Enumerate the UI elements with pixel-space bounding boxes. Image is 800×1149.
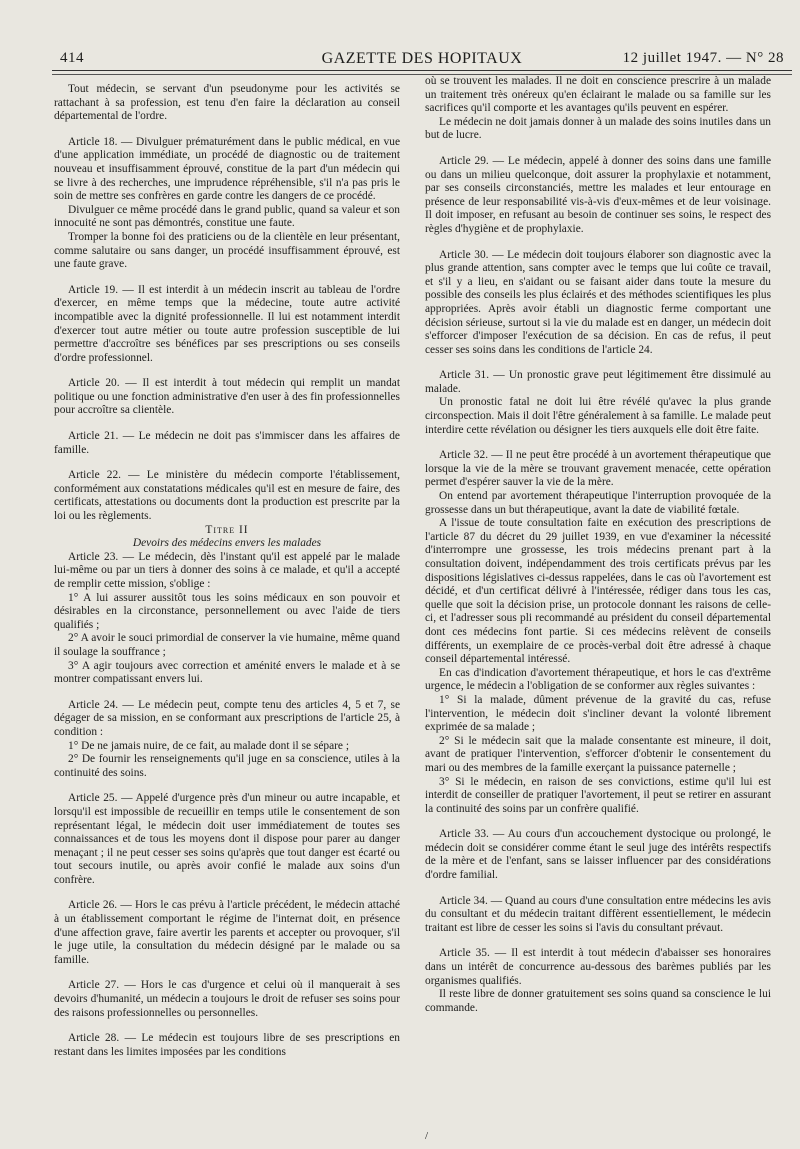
list-item: 2° Si le médecin sait que la malade consentante est mineure, il doit, avant de pratiquer l'intervention, s'efforcer d'obtenir le consentement du mari ou des membres de la famille exerçant la puissance paternelle ; xyxy=(425,734,771,774)
page-number: 414 xyxy=(60,50,84,66)
paragraph: En cas d'indication d'avortement thérapeutique, et hors le cas d'extrême urgence, le médecin a l'obligation de se conformer aux règles suivantes : xyxy=(425,666,771,693)
page-header xyxy=(52,50,792,72)
paragraph: Il reste libre de donner gratuitement ses soins quand sa conscience le lui commande. xyxy=(425,988,771,1014)
list-item: 1° De ne jamais nuire, de ce fait, au malade dont il se sépare ; xyxy=(68,739,349,752)
article-33: Article 33. — Au cours d'un accouchement dystocique ou prolongé, le médecin doit se considérer comme étant le seul juge des intérêts respectifs de la mère et de l'enfant, sans se laisser influencer par des considérations d'ordre familial. xyxy=(425,828,771,882)
article-34: Article 34. — Quand au cours d'une consultation entre médecins les avis du consultant et du médecin traitant diffèrent essentiellement, le médecin traitant est libre de cesser les soins si l'avis du consultant prévaut. xyxy=(425,894,771,934)
paragraph: A l'issue de toute consultation faite en exécution des prescriptions de l'article 87 du décret du 29 juillet 1939, en vue d'examiner la nécessité d'interrompre une grossesse, les trois médecins prenant part à la consultation doivent, indépendamment des trois certificats prévus par les dispositions législatives ci-dessus rappelées, dans le cas où l'avortement est décidé, et d'un certificat délivré à l'intéressée, rédiger dans tous les cas, quelle que soit la décision prise, un protocole donnant les raisons de celle-ci, et l'adresser sous pli recommandé au président du conseil départemental dont ces médecins font partie. Si ces médecins relèvent de conseils différents, un exemplaire de ce procès-verbal doit être adressé à chaque conseil départemental intéressé. xyxy=(425,517,771,666)
right-column xyxy=(425,75,771,1015)
article-31: Article 31. — Un pronostic grave peut légitimement être dissimulé au malade. xyxy=(425,369,771,395)
list-item: 2° A avoir le souci primordial de conserver la vie humaine, même quand il soulage la souffrance ; xyxy=(54,632,400,658)
article-30: Article 30. — Le médecin doit toujours élaborer son diagnostic avec la plus grande attention, sans compter avec le temps que lui coûte ce travail, et s'il y a lieu, en s'aidant ou se faisant aider dans toute la mesure du possible des conseils les plus éclairés et des méthodes scientifiques les plus appropriées. Après avoir établi un diagnostic ferme comportant une décision sérieuse, surtout si la vie du malade est en danger, un médecin doit s'efforcer d'imposer l'exécution de sa décision. En cas de refus, il peut cesser ses soins dans les conditions de l'article 24. xyxy=(425,248,771,356)
paragraph: Divulguer ce même procédé dans le grand public, quand sa valeur et son innocuité ne sont pas démontrés, constitue une faute. xyxy=(54,203,400,230)
paragraph: Le médecin ne doit jamais donner à un malade des soins inutiles dans un but de lucre. xyxy=(425,115,771,142)
article-18: Article 18. — Divulguer prématurément dans le public médical, en vue d'une application immédiate, un procédé de diagnostic ou de traitement nouveau et insuffisamment éprouvé, constitue de la part d'un médecin qui se livre à des recherches, une imprudence répréhensible, s'il n'a pas pris le soin de mettre ses confrères en garde contre les dangers de ce procédé. xyxy=(54,135,400,203)
paragraph: Un pronostic fatal ne doit lui être révélé qu'avec la plus grande circonspection. Mais il doit l'être généralement à sa famille. Le malade peut interdire cette révélation ou désigner les tiers auxquels elle doit être faite. xyxy=(425,396,771,436)
paragraph: où se trouvent les malades. Il ne doit en conscience prescrire à un malade un traitement très onéreux qu'en éclairant le malade ou sa famille sur les sacrifices qu'il comporte et les avantages qu'ils peuvent en espérer. xyxy=(425,75,771,115)
article-32: Article 32. — Il ne peut être procédé à un avortement thérapeutique que lorsque la vie de la mère se trouvant gravement menacée, cette opération permet d'espérer sauver la vie de la mère. xyxy=(425,449,771,489)
header-rule xyxy=(52,70,792,71)
issue-date: 12 juillet 1947. — N° 28 xyxy=(622,50,784,66)
article-29: Article 29. — Le médecin, appelé à donner des soins dans une famille ou dans un milieu quelconque, doit assurer la prophylaxie et notamment, par ses conseils circonstanciés, mettre les malades et leur entourage en présence de leur responsabilité vis-à-vis d'eux-mêmes et de leur voisinage. Il doit imposer, en refusant au besoin de continuer ses soins, le respect des règles d'hygiène et de prophylaxie. xyxy=(425,154,771,235)
section-subtitle: Devoirs des médecins envers les malades xyxy=(132,537,322,550)
article-27: Article 27. — Hors le cas d'urgence et celui où il manquerait à ses devoirs d'humanité, un médecin a toujours le droit de refuser ses soins pour des raisons professionnelles ou personnelles. xyxy=(54,979,400,1019)
bottom-mark: / xyxy=(425,1130,429,1142)
paragraph: Tromper la bonne foi des praticiens ou de la clientèle en leur présentant, comme salutaire ou sans danger, un procédé insuffisamment éprouvé, est une faute grave. xyxy=(54,230,400,271)
article-28: Article 28. — Le médecin est toujours libre de ses prescriptions en restant dans les limites imposées par les conditions xyxy=(54,1032,400,1058)
list-item: 2° De fournir les renseignements qu'il juge en sa conscience, utiles à la continuité des soins. xyxy=(54,753,400,779)
list-item: 1° A lui assurer aussitôt tous les soins médicaux en son pouvoir et désirables en la circonstance, personnellement ou avec l'aide de tiers qualifiés ; xyxy=(54,591,400,631)
left-column xyxy=(54,75,400,1059)
article-24: Article 24. — Le médecin peut, compte tenu des articles 4, 5 et 7, se dégager de sa mission, en se conformant aux prescriptions de l'article 25, à condition : xyxy=(54,698,400,738)
article-19: Article 19. — Il est interdit à un médecin inscrit au tableau de l'ordre d'exercer, en même temps que la médecine, toute autre activité incompatible avec la dignité professionnelle. Il lui est notamment interdit d'exercer tout autre métier ou toute autre profession susceptible de lui permettre d'accroître ses bénéfices par ses prescriptions ou ses conseils d'ordre professionnel. xyxy=(54,283,400,364)
article-20: Article 20. — Il est interdit à tout médecin qui remplit un mandat politique ou une fonction administrative d'en user à des fin professionnelles pour accroître sa clientèle. xyxy=(54,377,400,417)
article-25: Article 25. — Appelé d'urgence près d'un mineur ou autre incapable, et lorsqu'il est impossible de recueillir en temps utile le consentement de son représentant légal, le médecin doit user immédiatement de toutes ses connaissances et de tous les moyens dont il dispose pour parer au danger menaçant ; il ne peut cesser ses soins qu'après que tout danger est écarté ou tout secours inutile, ou après avoir confié le malade aux soins d'un confrère. xyxy=(54,792,400,886)
article-35: Article 35. — Il est interdit à tout médecin d'abaisser ses honoraires dans un intérêt de concurrence au-dessous des barèmes publiés par les organismes qualifiés. xyxy=(425,947,771,987)
journal-title: GAZETTE DES HOPITAUX xyxy=(321,50,523,67)
section-title: Titre II xyxy=(205,523,249,536)
article-21: Article 21. — Le médecin ne doit pas s'immiscer dans les affaires de famille. xyxy=(54,430,400,456)
list-item: 3° Si le médecin, en raison de ses convictions, estime qu'il lui est interdit de conseiller de pratiquer l'avortement, il peut se retirer en assurant la continuité des soins par un confrère qualifié. xyxy=(425,775,771,815)
list-item: 1° Si la malade, dûment prévenue de la gravité du cas, refuse l'intervention, le médecin doit s'incliner devant la volonté librement exprimée de sa malade ; xyxy=(425,693,771,734)
article-22: Article 22. — Le ministère du médecin comporte l'établissement, conformément aux constatations médicales qu'il est en mesure de faire, des certificats, attestations ou documents dont la production est prescrite par la loi ou les règlements. xyxy=(54,469,400,523)
paragraph: Tout médecin, se servant d'un pseudonyme pour les activités se rattachant à sa profession, est tenu d'en faire la déclaration au conseil départemental de l'ordre. xyxy=(54,83,400,123)
article-23: Article 23. — Le médecin, dès l'instant qu'il est appelé par le malade lui-même ou par un tiers à donner des soins à ce malade, et qu'il a accepté de remplir cette mission, s'oblige : xyxy=(54,550,400,590)
article-26: Article 26. — Hors le cas prévu à l'article précédent, le médecin attaché à un établissement comportant le régime de l'internat doit, en présence d'une affection grave, faire avertir les parents et accepter ou provoquer, s'il le juge utile, la consultation du médecin désigné par le malade ou sa famille. xyxy=(54,899,400,966)
paragraph: On entend par avortement thérapeutique l'interruption provoquée de la grossesse dans un but thérapeutique, avant la date de viabilité fœtale. xyxy=(425,490,771,516)
list-item: 3° A agir toujours avec correction et aménité envers le malade et à se montrer compatissant envers lui. xyxy=(54,659,400,686)
